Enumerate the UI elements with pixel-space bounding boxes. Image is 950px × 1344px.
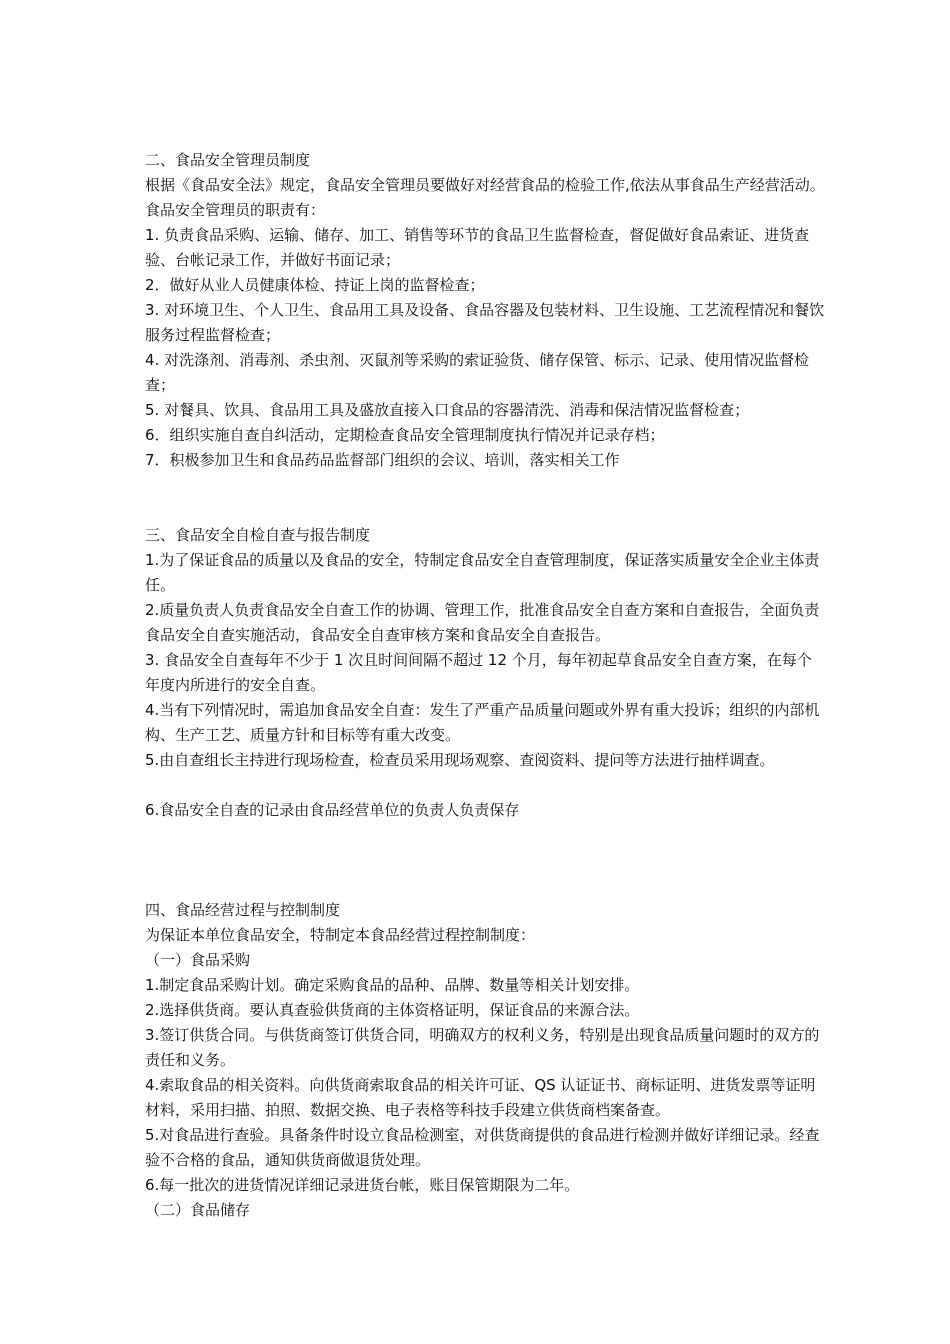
paragraph: 2.选择供货商。要认真查验供货商的主体资格证明，保证食品的来源合法。 — [145, 1001, 640, 1019]
paragraph: 5. 对餐具、饮具、食品用工具及盛放直接入口食品的容器清洗、消毒和保洁情况监督检查； — [145, 401, 750, 419]
paragraph-gap — [145, 773, 825, 798]
paragraph: 4.当有下列情况时，需追加食品安全自查：发生了严重产品质量问题或外界有重大投诉；组织的内部机构、生产工艺、质量方针和目标等有重大改变。 — [145, 701, 820, 744]
paragraph: 6．组织实施自查自纠活动，定期检查食品安全管理制度执行情况并记录存档； — [145, 426, 665, 444]
section-gap — [145, 473, 825, 523]
section-heading: 四、食品经营过程与控制制度 — [145, 901, 341, 919]
paragraph: 2．做好从业人员健康体检、持证上岗的监督检查； — [145, 276, 485, 294]
section-gap — [145, 823, 825, 898]
document-body — [145, 148, 825, 1223]
paragraph: 3. 对环境卫生、个人卫生、食品用工具及设备、食品容器及包装材料、卫生设施、工艺流程情况和餐饮服务过程监督检查； — [145, 301, 825, 344]
section-heading: 三、食品安全自检自查与报告制度 — [145, 526, 371, 544]
paragraph: 为保证本单位食品安全，特制定本食品经营过程控制制度： — [145, 926, 536, 944]
subsection-heading: （二）食品储存 — [145, 1201, 251, 1219]
paragraph: 6.食品安全自查的记录由食品经营单位的负责人负责保存 — [145, 801, 520, 819]
paragraph: 3. 食品安全自查每年不少于 1 次且时间间隔不超过 12 个月，每年初起草食品安全自查方案，在每个年度内所进行的安全自查。 — [145, 651, 812, 694]
paragraph: 5.对食品进行查验。具备条件时设立食品检测室，对供货商提供的食品进行检测并做好详细记录。经查验不合格的食品，通知供货商做退货处理。 — [145, 1126, 820, 1169]
section-heading: 二、食品安全管理员制度 — [145, 151, 311, 169]
paragraph: 1. 负责食品采购、运输、储存、加工、销售等环节的食品卫生监督检查，督促做好食品索证、进货查验、台帐记录工作，并做好书面记录； — [145, 226, 810, 269]
paragraph: 6.每一批次的进货情况详细记录进货台帐，账目保管期限为二年。 — [145, 1176, 580, 1194]
paragraph: 4. 对洗涤剂、消毒剂、杀虫剂、灭鼠剂等采购的索证验货、储存保管、标示、记录、使用情况监督检查； — [145, 351, 810, 394]
paragraph: 1.制定食品采购计划。确定采购食品的品种、品牌、数量等相关计划安排。 — [145, 976, 640, 994]
paragraph: 3.签订供货合同。与供货商签订供货合同，明确双方的权利义务，特别是出现食品质量问题时的双方的责任和义务。 — [145, 1026, 820, 1069]
paragraph: 1.为了保证食品的质量以及食品的安全，特制定食品安全自查管理制度，保证落实质量安全企业主体责任。 — [145, 551, 820, 594]
subsection-heading: （一）食品采购 — [145, 951, 251, 969]
paragraph: 4.索取食品的相关资料。向供货商索取食品的相关许可证、QS 认证证书、商标证明、进货发票等证明材料，采用扫描、拍照、数据交换、电子表格等科技手段建立供货商档案备查。 — [145, 1076, 816, 1119]
paragraph: 5.由自查组长主持进行现场检查，检查员采用现场观察、查阅资料、提问等方法进行抽样调查。 — [145, 751, 775, 769]
paragraph: 根据《食品安全法》规定，食品安全管理员要做好对经营食品的检验工作,依法从事食品生产经营活动。食品安全管理员的职责有： — [145, 176, 825, 219]
paragraph: 7．积极参加卫生和食品药品监督部门组织的会议、培训，落实相关工作 — [145, 451, 620, 469]
paragraph: 2.质量负责人负责食品安全自查工作的协调、管理工作，批准食品安全自查方案和自查报告，全面负责食品安全自查实施活动，食品安全自查审核方案和食品安全自查报告。 — [145, 601, 820, 644]
